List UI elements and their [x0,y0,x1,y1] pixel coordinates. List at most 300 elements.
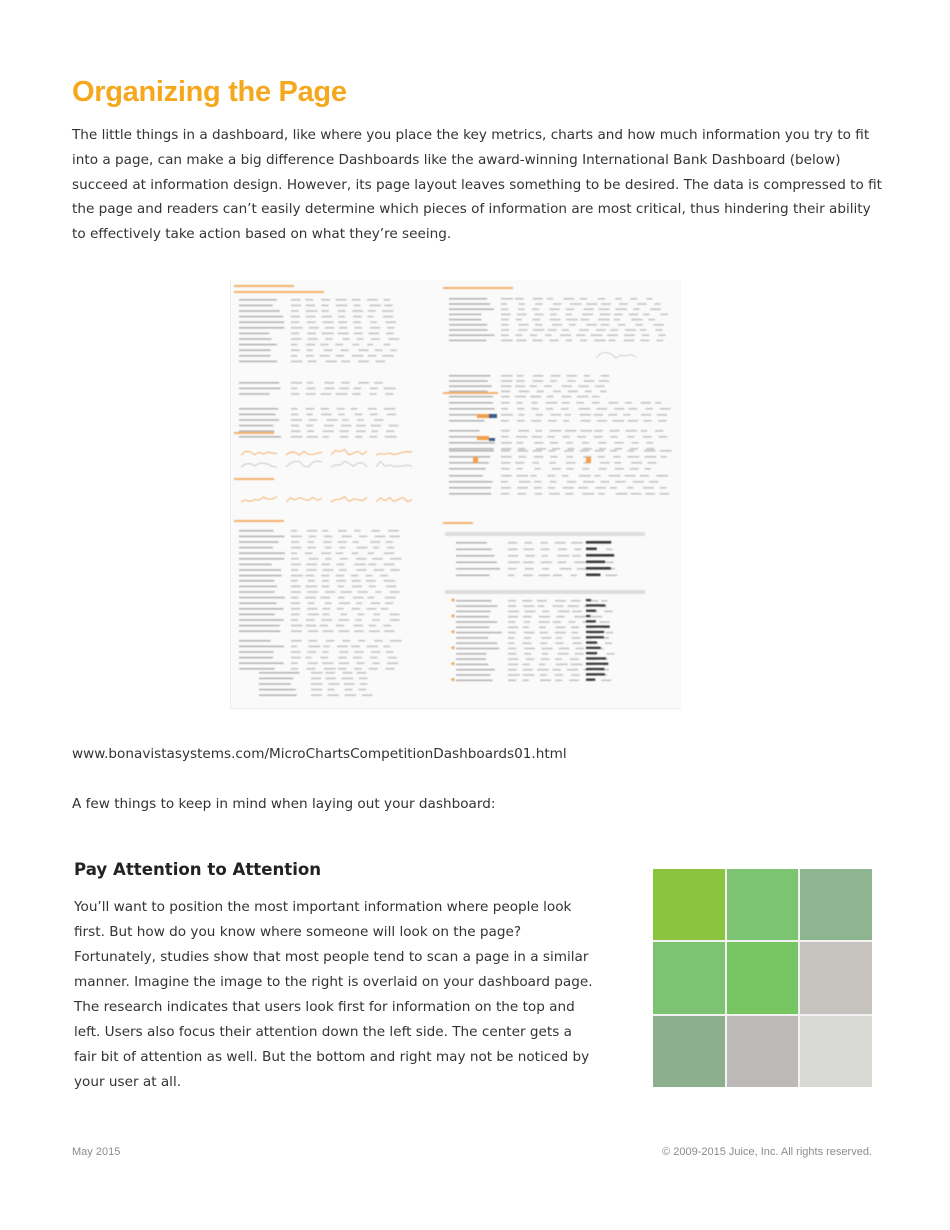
dash-row-value [644,450,656,452]
dash-row-value [660,493,669,495]
dash-row-value [305,552,312,554]
dash-row-value [320,625,328,627]
dash-row-value [660,487,666,489]
dash-row-value [501,303,507,305]
dash-row-value [371,541,381,543]
dash-row-value [583,448,592,450]
dash-row-value [615,468,624,470]
dash-row-value [338,597,345,599]
dash-row-label [239,591,275,593]
dash-marker [452,599,455,602]
dash-row-value [583,308,593,310]
dash-row-value [387,662,398,664]
dash-row-value [385,436,397,438]
dash-section-header [443,287,513,289]
dash-row-value [563,298,574,300]
dash-row-label [449,308,494,310]
intro-paragraph: The little things in a dashboard, like where you place the key metrics, charts and how much information you try to fit into a page, can make a big difference Dashboards like the award-winning International Bank Dashboard (below) succeed at information design. However, its page layout leaves something to be desired. The data is compressed to fit the page and readers can’t easily determine which pieces of information are most critical, thus hindering their ability to effectively take action based on what they’re seeing. [72,127,883,243]
dash-row-value [338,586,344,588]
dash-row-value [338,321,347,323]
page-title: Organizing the Page [72,76,347,108]
dash-row-value [340,436,348,438]
dash-row-value [291,305,301,307]
dash-row-label [456,632,502,634]
dash-row-value [631,462,642,464]
dash-row-value [352,344,359,346]
dash-row-value [341,349,349,351]
dash-row-value [598,298,605,300]
dash-row-label [239,630,280,632]
dash-row-value [540,632,548,634]
dash-row-value [322,333,334,335]
dash-row-value [542,648,553,650]
dash-row-value [375,536,386,538]
dash-row-value [576,648,584,650]
dash-row-value [354,388,361,390]
dash-row-value [351,646,360,648]
dash-row-value [358,382,369,384]
dash-row-value [375,591,381,593]
dash-row-label [449,385,492,387]
dash-row-value [558,653,569,655]
dash-row-value [291,316,300,318]
dash-section-header [234,285,294,287]
dash-row-value [601,324,609,326]
dash-row-value [541,562,552,564]
dash-row-value [572,611,582,613]
dash-row-value [367,608,377,610]
dash-row-value [517,487,528,489]
dash-row-value [609,475,621,477]
dash-row-label [239,662,284,664]
dash-row-value [566,319,578,321]
dash-row-value [577,436,586,438]
heatmap-cell-top-left [653,869,725,940]
dash-row-value [550,481,556,483]
dash-row-value [508,664,519,666]
dash-row-label [239,299,277,301]
dash-bar [586,615,590,617]
dash-row-label [239,541,278,543]
dash-row-value [375,349,383,351]
dash-row-value [359,678,368,680]
dash-row-value [389,536,400,538]
dash-row-value [518,456,526,458]
dash-row-value [582,442,589,444]
dash-row-value [291,541,299,543]
dash-row-value [351,575,358,577]
dash-row-value [340,614,346,616]
dash-bar [489,438,495,441]
dash-row-value [586,303,597,305]
dash-row-value [569,324,576,326]
dash-row-value [515,334,522,336]
dash-row-value [355,414,363,416]
dash-row-value [618,324,626,326]
dash-row-value [322,630,333,632]
dash-row-value [357,672,367,674]
dash-row-value [325,678,335,680]
dash-row-value [342,419,349,421]
dash-row-value [635,324,642,326]
dash-row-value [542,568,549,570]
dash-row-value [594,340,605,342]
dash-row-value [368,333,379,335]
dash-row-value [368,552,374,554]
dash-row-value [579,408,591,410]
dash-row-value [373,614,380,616]
dash-row-value [518,448,525,450]
heatmap-cell-top-center [727,869,799,940]
dash-row-value [594,436,603,438]
dash-row-value [515,385,525,387]
dash-section-header [443,522,473,524]
dash-row-value [501,396,510,398]
dash-row-value [533,298,543,300]
dash-row-value [548,329,557,331]
dash-row-value [359,689,367,691]
dash-row-value [517,468,523,470]
dash-row-value [545,402,557,404]
dash-row-value [373,547,379,549]
dash-row-value [339,630,350,632]
dash-row-value [661,456,667,458]
dash-row-value [548,420,557,422]
dash-row-value [339,388,349,390]
dash-row-value [389,425,399,427]
dash-row-value [523,680,529,682]
dash-row-label [449,408,494,410]
dash-row-value [594,475,600,477]
dash-row-value [601,303,611,305]
dash-row-value [362,694,373,696]
dash-row-value [566,442,573,444]
dash-row-label [449,319,481,321]
dash-row-value [369,586,376,588]
dash-row-value [369,436,377,438]
dash-row-value [369,630,380,632]
dash-row-value [580,414,591,416]
dash-bar [586,574,600,577]
dash-row-value [594,430,603,432]
dash-row-value [341,361,350,363]
dash-row-value [560,568,572,570]
dash-row-value [531,420,541,422]
dash-row-value [309,419,317,421]
dash-row-value [306,657,312,659]
dash-bar [586,668,604,670]
dash-row-label [239,419,279,421]
dash-row-value [358,614,364,616]
dash-row-value [532,408,539,410]
dash-row-value [326,361,337,363]
dash-row-value [291,547,301,549]
heatmap-cell-bottom-left [653,1016,725,1087]
dash-row-value [605,575,617,577]
dash-row-value [501,308,508,310]
dash-row-value [368,310,376,312]
dash-row-value [371,651,380,653]
dash-row-value [542,555,548,557]
dash-row-value [508,637,514,639]
dash-row-value [311,683,323,685]
dash-row-value [595,450,604,452]
dash-row-label [449,314,481,316]
dash-row-value [342,640,350,642]
dash-row-value [357,338,363,340]
dash-row-value [533,450,543,452]
dash-row-value [355,619,362,621]
dash-row-value [614,314,623,316]
dash-row-value [615,298,621,300]
dash-row-value [388,657,397,659]
dash-row-label [449,396,493,398]
dash-row-value [646,442,653,444]
dash-row-value [338,657,347,659]
dash-row-label [456,653,486,655]
dash-row-value [390,640,402,642]
dash-row-value [306,668,315,670]
dash-row-value [338,333,349,335]
dash-row-value [307,591,318,593]
dash-row-value [384,305,393,307]
dash-row-value [325,547,332,549]
dash-bar [586,610,596,612]
dash-row-value [352,552,359,554]
dash-row-value [291,586,301,588]
dash-row-value [369,625,376,627]
dash-row-value [550,340,559,342]
dash-row-value [610,329,618,331]
dash-row-value [386,651,393,653]
dash-row-value [532,436,542,438]
dash-row-value [311,672,323,674]
dash-row-value [291,419,302,421]
dash-row-value [306,586,317,588]
dash-row-value [517,314,526,316]
dash-row-value [327,694,339,696]
dash-row-value [615,481,625,483]
dash-row-value [352,355,363,357]
dash-row-value [623,414,630,416]
dash-section-header [443,392,498,394]
dash-row-label [449,430,479,432]
dash-row-label [239,393,270,395]
dash-row-value [322,305,329,307]
dash-row-value [358,361,369,363]
dash-row-value [569,680,579,682]
dash-row-value [322,614,329,616]
dash-row-label [456,605,497,607]
dash-row-value [569,621,576,623]
dash-row-value [548,487,555,489]
dash-row-value [565,414,571,416]
dash-marker [452,630,455,633]
dash-row-value [582,493,594,495]
dash-row-value [291,602,300,604]
dash-row-value [561,408,569,410]
dash-row-value [551,375,561,377]
dash-row-value [370,321,377,323]
dash-row-value [306,310,318,312]
dash-row-value [387,414,396,416]
dash-row-value [501,456,512,458]
dash-row-value [583,481,594,483]
dash-row-value [383,646,390,648]
dash-row-value [508,627,518,629]
dash-row-value [309,536,316,538]
dash-row-value [356,425,366,427]
dash-row-label [239,640,271,642]
dash-row-value [571,600,581,602]
dash-row-label [456,621,497,623]
dash-sparkline [331,450,367,455]
dash-row-value [374,382,383,384]
dash-row-value [322,608,330,610]
dash-row-label [239,338,271,340]
dash-row-value [356,662,364,664]
dash-row-value [606,632,613,634]
dash-row-value [549,493,560,495]
dash-row-value [597,420,607,422]
dash-row-value [320,344,328,346]
dash-row-value [336,580,346,582]
dash-row-value [644,420,652,422]
dash-row-value [324,425,334,427]
dash-row-value [650,308,660,310]
dash-row-value [344,689,352,691]
dash-row-value [572,632,579,634]
dash-row-value [328,683,339,685]
dash-row-value [578,487,588,489]
dash-row-value [339,327,347,329]
dash-row-value [321,408,329,410]
dash-row-value [371,425,381,427]
dash-row-value [584,380,594,382]
dash-row-value [637,303,646,305]
dash-row-label [449,481,492,483]
dash-row-value [577,396,588,398]
dash-row-value [519,391,529,393]
dash-row-label [239,436,281,438]
dash-row-value [592,396,600,398]
dash-row-label [239,580,274,582]
dash-row-value [291,619,298,621]
dash-row-label [449,303,490,305]
dash-row-value [646,298,652,300]
dash-row-value [585,391,592,393]
dash-row-label [239,344,277,346]
dash-row-value [386,541,393,543]
dash-row-value [610,487,617,489]
dash-row-value [321,299,330,301]
dash-row-value [518,308,525,310]
dash-row-value [501,329,509,331]
dash-row-value [356,569,367,571]
dash-row-value [385,668,394,670]
dash-row-value [604,611,612,613]
dash-row-value [324,536,332,538]
dash-row-value [501,468,510,470]
dash-row-value [530,385,537,387]
dash-row-value [525,542,533,544]
dash-row-value [579,329,589,331]
dash-row-value [570,658,579,660]
dash-row-value [324,388,334,390]
dash-row-label [456,575,490,577]
dash-row-value [525,568,534,570]
dash-row-value [653,324,664,326]
dash-row-value [353,541,359,543]
dash-row-label [239,316,283,318]
dash-row-value [508,653,516,655]
dash-row-value [501,380,512,382]
dash-row-value [508,669,517,671]
dash-sparkline [286,451,322,455]
dash-row-value [526,658,534,660]
dash-row-value [624,334,635,336]
dash-row-value [291,625,303,627]
dash-row-value [566,468,573,470]
dash-sparkline [286,461,322,467]
dash-row-value [517,402,523,404]
source-url[interactable]: www.bonavistasystems.com/MicroChartsCompetitionDashboards01.html [72,746,567,762]
dash-row-label [449,402,493,404]
dash-row-value [338,530,347,532]
dash-row-value [291,662,298,664]
dash-row-value [566,314,572,316]
dash-row-value [537,600,547,602]
dash-row-value [308,547,316,549]
dash-row-value [535,468,541,470]
dash-row-value [369,305,381,307]
dash-row-value [515,462,524,464]
dash-row-value [291,530,297,532]
dash-row-value [549,450,556,452]
dash-row-label [239,614,275,616]
dash-row-value [291,552,297,554]
dash-bar [473,457,478,463]
dash-bar [586,548,597,551]
dash-bar [586,657,606,659]
dash-row-value [534,442,543,444]
dash-row-value [540,674,547,676]
dash-row-value [351,408,357,410]
dash-row-value [291,558,299,560]
dash-row-value [352,586,362,588]
dash-row-value [342,536,352,538]
dash-row-value [388,530,399,532]
dash-row-value [322,662,333,664]
dash-row-value [355,327,362,329]
dash-row-value [320,355,330,357]
dash-row-value [642,334,649,336]
dash-row-value [627,436,634,438]
dash-row-value [325,602,332,604]
dash-row-value [367,316,373,318]
dash-row-value [547,396,554,398]
dash-row-value [352,299,360,301]
dash-row-value [305,299,312,301]
dash-row-value [625,475,636,477]
dash-row-value [600,462,610,464]
dash-row-value [632,442,639,444]
dash-row-label [456,549,492,551]
dash-row-value [291,436,303,438]
dash-row-value [599,448,606,450]
dash-row-value [534,456,543,458]
dash-row-value [390,558,401,560]
